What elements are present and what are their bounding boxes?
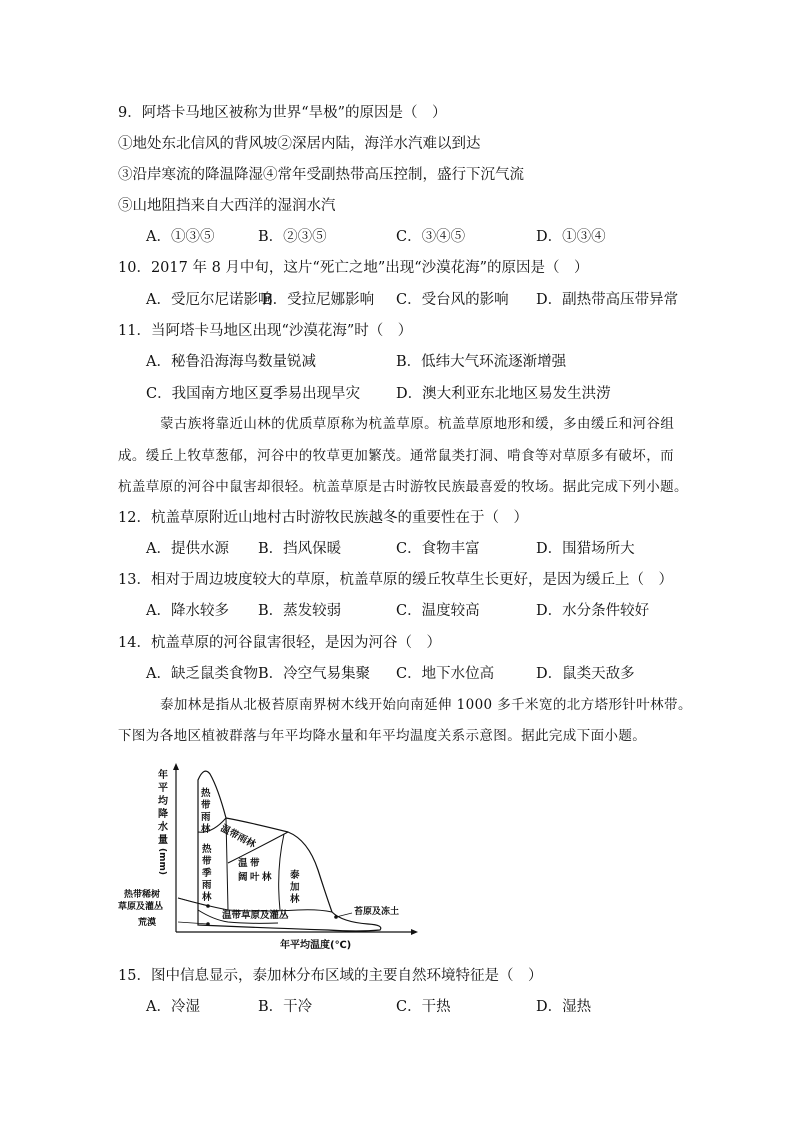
x-axis-title: 年平均温度(℃) bbox=[280, 940, 352, 951]
passage1-line-2: 成。缓丘上牧草葱郁，河谷中的牧草更加繁茂。通常鼠类打洞、啃食等对草原多有破坏，而 bbox=[118, 448, 674, 464]
q15-option-d: D．湿热 bbox=[536, 999, 592, 1015]
q13-stem: 13．相对于周边坡度较大的草原，杭盖草原的缓丘牧草生长更好，是因为缓丘上（ ） bbox=[118, 572, 673, 588]
label-tropical-seasonal-rainforest: 热 bbox=[202, 844, 212, 855]
y-axis-title bbox=[157, 768, 168, 875]
label-temperate-broadleaf: 林 bbox=[262, 872, 272, 883]
q10-option-a: A．受厄尔尼诺影响 bbox=[146, 292, 273, 308]
label-temperate-broadleaf: 叶 bbox=[250, 872, 260, 883]
label-tropical-rainforest: 雨 bbox=[201, 812, 211, 823]
label-savanna: 草原及灌丛 bbox=[118, 902, 164, 912]
y-axis-char: 水 bbox=[158, 822, 168, 833]
q15-option-b: B．干冷 bbox=[258, 999, 313, 1015]
passage2-line-2: 下图为各地区植被群落与年平均降水量和年平均温度关系示意图。据此完成下面小题。 bbox=[118, 728, 647, 744]
label-tropical-seasonal-rainforest: 季 bbox=[202, 868, 212, 879]
q15-option-a: A．冷湿 bbox=[146, 999, 200, 1015]
q9-option-a: A．①③⑤ bbox=[146, 229, 215, 245]
marker-dot bbox=[206, 904, 210, 908]
q12-option-b: B．挡风保暖 bbox=[258, 541, 342, 557]
label-temperate-broadleaf: 温 bbox=[238, 858, 248, 869]
q10-option-d: D．副热带高压带异常 bbox=[536, 292, 679, 308]
q9-option-b: B．②③⑤ bbox=[258, 229, 327, 245]
label-temperate-rainforest: 温带雨林 bbox=[218, 822, 258, 851]
y-axis-char: 年 bbox=[158, 770, 168, 781]
label-taiga: 林 bbox=[290, 894, 300, 905]
q10-option-c: C．受台风的影响 bbox=[396, 292, 509, 308]
y-axis-arrow bbox=[173, 763, 179, 770]
q13-option-d: D．水分条件较好 bbox=[536, 603, 650, 619]
q12-stem: 12．杭盖草原附近山地村古时游牧民族越冬的重要性在于（ ） bbox=[118, 510, 528, 526]
label-temperate-steppe: 温带草原及灌丛 bbox=[222, 910, 289, 921]
q10-stem: 10．2017 年 8 月中旬，这片“死亡之地”出现“沙漠花海”的原因是（ ） bbox=[118, 260, 589, 276]
q14-stem: 14．杭盖草原的河谷鼠害很轻，是因为河谷（ ） bbox=[118, 635, 441, 651]
q9-statement-3: ⑤山地阻挡来自大西洋的湿润水汽 bbox=[118, 198, 336, 214]
label-tropical-rainforest: 热 bbox=[201, 788, 211, 799]
label-savanna: 热带稀树 bbox=[124, 890, 161, 900]
q10-option-b: B．受拉尼娜影响 bbox=[262, 292, 375, 308]
y-axis-char: 降 bbox=[158, 809, 168, 820]
label-taiga: 加 bbox=[290, 882, 300, 893]
label-desert: 荒漠 bbox=[138, 918, 157, 928]
q14-option-a: A．缺乏鼠类食物 bbox=[146, 666, 258, 682]
label-tropical-rainforest: 带 bbox=[201, 800, 211, 811]
q11-option-b: B．低纬大气环流逐渐增强 bbox=[396, 354, 567, 370]
label-tropical-rainforest: 林 bbox=[201, 824, 211, 835]
x-axis-arrow bbox=[411, 929, 418, 935]
y-axis-unit: (mm) bbox=[157, 848, 167, 875]
leader-line bbox=[178, 922, 208, 924]
label-tropical-seasonal-rainforest: 雨 bbox=[202, 880, 212, 891]
label-tropical-seasonal-rainforest: 带 bbox=[202, 856, 212, 867]
q11-option-a: A．秘鲁沿海海鸟数量锐减 bbox=[146, 354, 316, 370]
q13-option-a: A．降水较多 bbox=[146, 603, 229, 619]
q9-stem: 9．阿塔卡马地区被称为世界“旱极”的原因是（ ） bbox=[118, 105, 447, 121]
label-tundra: 苔原及冻土 bbox=[354, 907, 400, 917]
y-axis-char: 平 bbox=[158, 783, 168, 794]
q14-option-d: D．鼠类天敌多 bbox=[536, 666, 635, 682]
passage1-line-3: 杭盖草原的河谷中鼠害却很轻。杭盖草原是古时游牧民族最喜爱的牧场。据此完成下列小题。 bbox=[118, 479, 688, 495]
q9-statement-2: ③沿岸寒流的降温降湿④常年受副热带高压控制，盛行下沉气流 bbox=[118, 167, 524, 183]
y-axis-char: 量 bbox=[158, 835, 168, 846]
marker-dot bbox=[206, 922, 210, 926]
q12-option-c: C．食物丰富 bbox=[396, 541, 480, 557]
q14-option-c: C．地下水位高 bbox=[396, 666, 495, 682]
q9-statement-1: ①地处东北信风的背风坡②深居内陆，海洋水汽难以到达 bbox=[118, 136, 481, 152]
q15-option-c: C．干热 bbox=[396, 999, 451, 1015]
q12-option-a: A．提供水源 bbox=[146, 541, 229, 557]
label-tropical-seasonal-rainforest: 林 bbox=[202, 892, 212, 903]
y-axis-char: 均 bbox=[158, 796, 168, 807]
passage1-line-1: 蒙古族将靠近山林的优质草原称为杭盖草原。杭盖草原地形和缓，多由缓丘和河谷组 bbox=[160, 416, 675, 432]
q12-option-d: D．围猎场所大 bbox=[536, 541, 635, 557]
boundary-line bbox=[279, 834, 284, 910]
marker-dot bbox=[334, 915, 338, 919]
vegetation-climate-diagram bbox=[118, 760, 418, 955]
passage2-line-1: 泰加林是指从北极苔原南界树木线开始向南延伸 1000 多千米宽的北方塔形针叶林带。 bbox=[160, 697, 692, 713]
q13-option-b: B．蒸发较弱 bbox=[258, 603, 342, 619]
q11-option-c: C．我国南方地区夏季易出现旱灾 bbox=[146, 386, 361, 402]
leader-line bbox=[336, 913, 352, 917]
q14-option-b: B．冷空气易集聚 bbox=[258, 666, 371, 682]
q9-option-c: C．③④⑤ bbox=[396, 229, 466, 245]
q15-stem: 15．图中信息显示，泰加林分布区域的主要自然环境特征是（ ） bbox=[118, 968, 543, 984]
q11-stem: 11．当阿塔卡马地区出现“沙漠花海”时（ ） bbox=[118, 323, 413, 339]
q9-option-d: D．①③④ bbox=[536, 229, 606, 245]
q11-option-d: D．澳大利亚东北地区易发生洪涝 bbox=[396, 386, 611, 402]
label-taiga: 泰 bbox=[290, 870, 300, 881]
label-temperate-broadleaf: 阔 bbox=[238, 872, 248, 883]
q13-option-c: C．温度较高 bbox=[396, 603, 480, 619]
label-temperate-broadleaf: 带 bbox=[250, 858, 260, 869]
